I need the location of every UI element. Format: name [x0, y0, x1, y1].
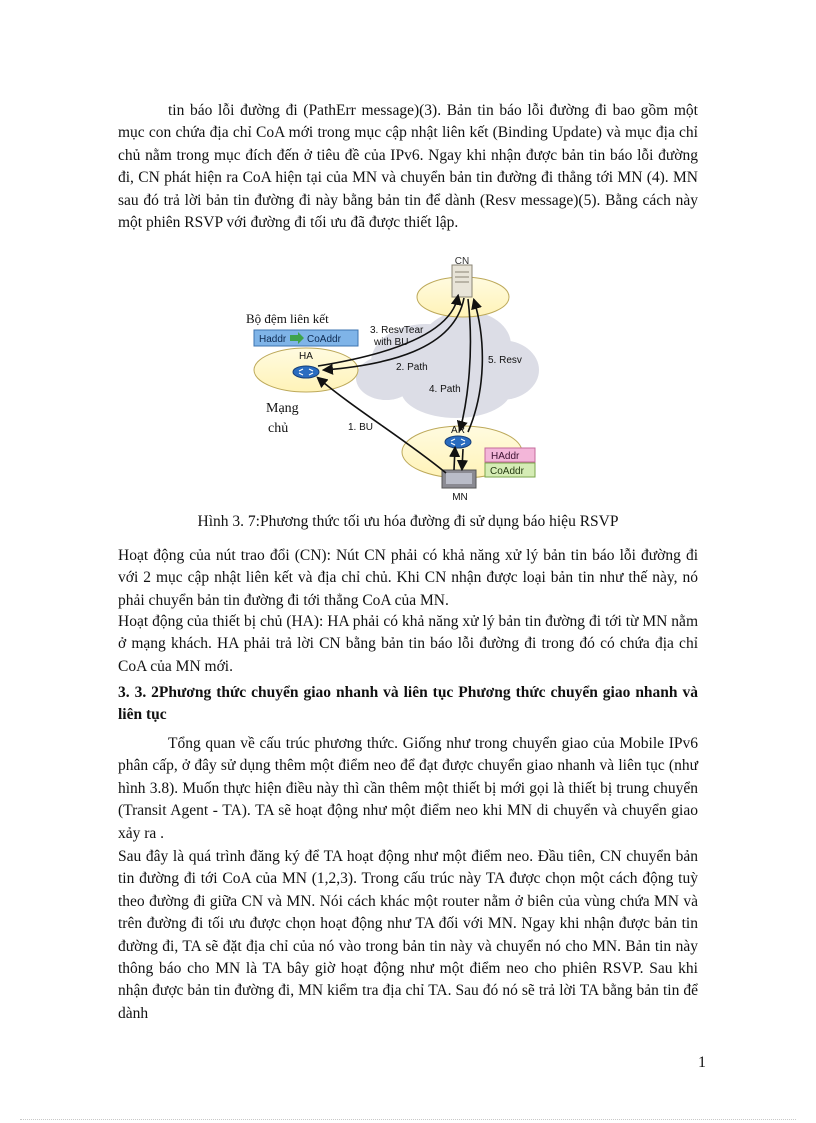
paragraph-ha-operation: Hoạt động của thiết bị chủ (HA): HA phải có khả năng xử lý bản tin đường đi tới từ MN nằm ở mạng khách. HA phải trả lời CN bằng bản tin báo lỗi đường đi trong đó có chứa địa chỉ CoA của MN mới. [118, 613, 698, 675]
section-heading: 3. 3. 2Phương thức chuyển giao nhanh và liên tục Phương thức chuyển giao nhanh và liên tục [118, 684, 698, 724]
home-network-label-2: chủ [268, 421, 289, 436]
ha-label: HA [299, 351, 313, 362]
mn-haddr: HAddr [491, 451, 520, 462]
router-icon [445, 436, 471, 448]
laptop-icon [442, 470, 476, 488]
router-icon [293, 366, 319, 378]
home-network-label-1: Mạng [266, 401, 299, 416]
cn-label: CN [454, 256, 470, 267]
paragraph-patherr: tin báo lỗi đường đi (PathErr message)(3). Bản tin báo lỗi đường đi bao gồm một mục con chứa địa chỉ CoA mới trong mục cập nhật liên kết (Binding Update) và mục địa chỉ chủ nằm trong mục đích đến ở tiêu đề của IPv6. Ngay khi nhận được bản tin báo lỗi đường đi, CN phát hiện ra CoA hiện tại của MN và chuyển bản tin đường đi thẳng tới MN (4). MN sau đó trả lời bản tin đường đi này bằng bản tin để dành (Resv message)(5). Bằng cách này một phiên RSVP với đường đi tối ưu đã được thiết lập. [118, 102, 698, 232]
figure-caption: Hình 3. 7:Phương thức tối ưu hóa đường đi sử dụng báo hiệu RSVP [197, 513, 619, 530]
ar-mn-arrow-down [462, 449, 463, 469]
network-diagram [236, 250, 546, 502]
paragraph-overview: Tổng quan về cấu trúc phương thức. Giống như trong chuyển giao của Mobile IPv6 phân cấp, ở đây sử dụng thêm một điểm neo để đạt được chuyển giao nhanh và liên tục (như hình 3.8). Muốn thực hiện điều này thì cần thêm một thiết bị mới gọi là thiết bị trung chuyển (Transit Agent - TA). TA sẽ hoạt động như một điểm neo khi MN di chuyển và chuyển giao xảy ra . [118, 735, 698, 842]
resvtear-label-2: with BU [374, 337, 409, 348]
paragraph-cn-operation: Hoạt động của nút trao đổi (CN): Nút CN phải có khả năng xử lý bản tin báo lỗi đường đi với 2 mục cập nhật liên kết và địa chỉ chủ. Khi CN nhận được loại bản tin như thế này, nó phải chuyển bản tin đường đi tới thẳng CoA của MN. [118, 547, 698, 609]
cache-coaddr: CoAddr [307, 334, 341, 345]
mn-coaddr: CoAddr [490, 466, 524, 477]
paragraph-registration: Sau đây là quá trình đăng ký để TA hoạt động như một điểm neo. Đầu tiên, CN chuyển bản tin đường đi tới CoA của MN (1,2,3). Trong cấu trúc này TA được chọn một cách động tuỳ theo đường đi giữa CN và MN. Nói cách khác một router nằm ở biên của vùng chứa MN và trên đường đi tối ưu được chọn hoạt động như TA đối với MN. Ngay khi nhận được bản tin đường đi, TA sẽ đặt địa chỉ của nó vào trong bản tin này và chuyển nó cho MN. Bản tin này thông báo cho MN là TA bây giờ hoạt động như một điểm neo cho phiên RSVP. Sau khi nhận được bản tin đường đi, MN kiểm tra địa chỉ TA. Sau đó nó sẽ trả lời TA bằng bản tin để dành [118, 848, 698, 1022]
page-number: 1 [698, 1054, 706, 1071]
bu1-label: 1. BU [348, 422, 374, 433]
server-icon [452, 265, 472, 297]
mn-label: MN [452, 492, 468, 502]
figure-rsvp-optimization [236, 250, 546, 502]
binding-cache-label: Bộ đệm liên kết [246, 311, 329, 326]
cache-haddr: Haddr [259, 334, 287, 345]
path4-label: 4. Path [429, 384, 461, 395]
page-bottom-divider [20, 1119, 796, 1120]
path2-label: 2. Path [396, 362, 428, 373]
ar-label: AR [451, 425, 465, 436]
mn-ar-arrow-up [454, 448, 455, 470]
resv5-label: 5. Resv [488, 355, 522, 366]
resvtear-label-1: 3. ResvTear [370, 325, 424, 336]
